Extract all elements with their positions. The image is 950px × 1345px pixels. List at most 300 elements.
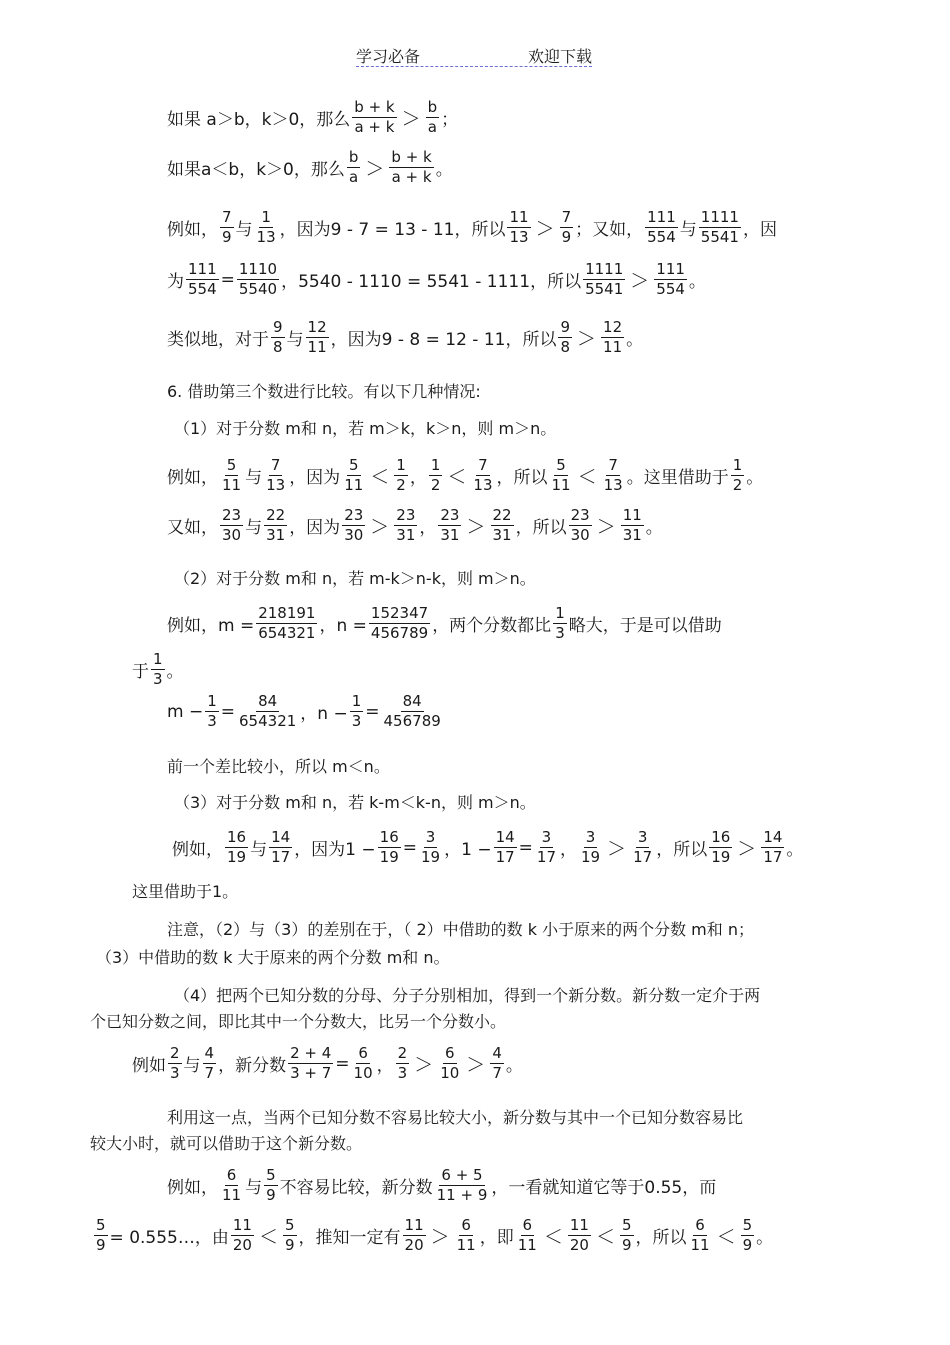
fraction-denominator: 11	[603, 338, 623, 356]
fraction	[654, 262, 687, 297]
fraction	[394, 508, 417, 543]
fraction-denominator: 13	[473, 476, 493, 494]
fraction-denominator: 2	[396, 476, 406, 494]
math-text: 。	[746, 468, 764, 488]
math-text: 与	[245, 1178, 263, 1198]
fraction-numerator: 1110	[238, 260, 278, 278]
example-half-line	[167, 458, 763, 493]
math-text: ，因为1 −	[294, 840, 376, 860]
fraction	[471, 458, 494, 493]
math-text: 于	[132, 662, 149, 682]
fraction-numerator: 1	[732, 456, 743, 474]
fraction-numerator: 23	[570, 506, 590, 524]
math-text: 。	[435, 160, 453, 180]
fraction-numerator: 3	[585, 828, 596, 846]
fraction-numerator: 11	[569, 1216, 589, 1234]
math-text: ；又如，	[575, 220, 644, 240]
math-text: 。	[688, 272, 706, 292]
math-text: ，所以	[656, 840, 708, 860]
math-text: ，即	[479, 1228, 514, 1248]
math-text: 略大，于是可以借助	[568, 616, 722, 636]
fraction-numerator: 11	[232, 1216, 252, 1234]
fraction	[352, 100, 396, 135]
fraction	[256, 606, 317, 641]
fraction-denominator: 5540	[238, 280, 278, 298]
comparison-operator: ＞	[430, 1226, 450, 1248]
fraction-numerator: 1	[555, 604, 565, 622]
fraction-numerator: 5	[226, 456, 237, 474]
fraction-denominator: 20	[232, 1236, 252, 1254]
fraction-denominator: 11	[551, 476, 571, 494]
fraction	[689, 1218, 712, 1253]
comparison-operator: ＞	[365, 158, 385, 180]
comparison-operator: ＞	[466, 1054, 486, 1076]
fraction-numerator: 5	[284, 1216, 295, 1234]
fraction-denominator: 19	[581, 848, 601, 866]
fraction-numerator: 5	[556, 456, 566, 474]
fraction-denominator: 11	[344, 476, 364, 494]
fraction	[220, 458, 243, 493]
fraction-denominator: 456789	[383, 712, 441, 730]
math-text: =	[518, 837, 533, 858]
fraction-numerator: 6	[461, 1216, 471, 1234]
similar-line	[167, 320, 643, 355]
math-text: 类似地，对于	[167, 330, 269, 350]
fraction-numerator: 6	[444, 1044, 455, 1062]
fraction-numerator: 11	[404, 1216, 424, 1234]
fraction	[494, 830, 517, 865]
fraction-numerator: 1	[396, 456, 406, 474]
math-text: =	[220, 701, 236, 722]
fraction-numerator: 7	[608, 456, 618, 474]
fraction	[579, 830, 602, 865]
fraction-numerator: 111	[188, 260, 217, 278]
fraction-numerator: 5	[266, 1166, 276, 1184]
fraction-numerator: 6	[522, 1216, 533, 1234]
fraction-denominator: 19	[227, 848, 247, 866]
fraction	[568, 1218, 591, 1253]
fraction	[550, 458, 573, 493]
math-text: =	[220, 269, 235, 290]
header-right-text: 欢迎下载	[527, 47, 592, 66]
fraction	[306, 320, 329, 355]
math-text: 与	[235, 220, 253, 240]
fraction-numerator: 11	[622, 506, 642, 524]
math-text: = 0.555…，由	[109, 1228, 229, 1248]
math-text: 例如，	[167, 468, 218, 488]
comparison-operator: ＞	[577, 328, 597, 350]
comparison-operator: ＜	[716, 1226, 736, 1248]
fraction-denominator: 13	[256, 228, 276, 246]
fraction-numerator: 22	[492, 506, 512, 524]
case-3: （3）对于分数 m和 n，若 k-m＜k-n，则 m＞n。	[174, 793, 536, 812]
section-6-heading: 6. 借助第三个数进行比较。有以下几种情况:	[167, 382, 481, 401]
fraction-numerator: 5	[621, 1216, 632, 1234]
fraction	[342, 508, 365, 543]
comparison-operator: ＜	[258, 1226, 278, 1248]
use-line-2: 较大小时，就可以借助于这个新分数。	[90, 1134, 363, 1153]
fraction-numerator: 7	[478, 456, 488, 474]
comparison-operator: ＞	[370, 516, 390, 538]
case-4-line-2: 个已知分数之间，即比其中一个分数大，比另一个分数小。	[90, 1012, 507, 1031]
fraction	[438, 508, 461, 543]
fraction-denominator: 31	[492, 526, 512, 544]
math-text: ，所以	[635, 1228, 687, 1248]
fraction	[220, 1168, 243, 1203]
fraction	[583, 262, 625, 297]
fraction-numerator: 1	[430, 456, 441, 474]
fraction	[435, 1168, 490, 1203]
fraction	[535, 830, 558, 865]
fraction-numerator: 11	[509, 208, 529, 226]
fraction-numerator: b	[348, 148, 359, 166]
example-hard-line	[167, 1168, 716, 1203]
math-text: ，因为9 - 8 = 12 - 11，所以	[330, 330, 557, 350]
page-header	[356, 42, 592, 67]
fraction-denominator: 3 + 7	[290, 1064, 332, 1082]
note-line-2: （3）中借助的数 k 大于原来的两个分数 m和 n。	[96, 948, 450, 967]
fraction	[203, 1046, 217, 1081]
fraction	[382, 694, 443, 729]
fraction	[601, 320, 624, 355]
fraction-denominator: 3	[351, 712, 362, 730]
fraction-numerator: 3	[425, 828, 436, 846]
fraction-numerator: 23	[396, 506, 416, 524]
fraction-denominator: 19	[711, 848, 731, 866]
fraction-numerator: 23	[440, 506, 460, 524]
fraction	[225, 830, 248, 865]
fraction-numerator: 14	[271, 828, 291, 846]
fraction	[220, 210, 234, 245]
fraction-numerator: 23	[344, 506, 364, 524]
fraction	[350, 694, 364, 729]
fraction-numerator: 1111	[700, 208, 739, 226]
math-text: ，所以	[515, 518, 567, 538]
fraction	[237, 694, 298, 729]
math-text: ，一看就知道它等于0.55，而	[491, 1178, 717, 1198]
fraction	[426, 100, 440, 135]
fraction-numerator: 111	[656, 260, 685, 278]
fraction	[741, 1218, 755, 1253]
fraction	[394, 458, 408, 493]
fraction-denominator: 3	[555, 624, 565, 642]
rule-line-2	[167, 150, 453, 185]
fraction-numerator: 12	[603, 318, 623, 336]
math-text: =	[402, 837, 417, 858]
fraction	[264, 458, 287, 493]
fraction-denominator: 5541	[585, 280, 624, 298]
conclusion-2: 前一个差比较小，所以 m＜n。	[167, 757, 390, 776]
fraction-numerator: 4	[204, 1044, 215, 1062]
comparison-operator: ＜	[595, 1226, 615, 1248]
fraction-denominator: 554	[188, 280, 217, 298]
fraction-numerator: 5	[742, 1216, 753, 1234]
fraction-denominator: 20	[569, 1236, 589, 1254]
fraction	[620, 1218, 634, 1253]
fraction-denominator: 11	[307, 338, 327, 356]
comparison-operator: ＞	[535, 218, 555, 240]
math-text: 如果a＜b，k＞0，那么	[167, 160, 345, 180]
math-text: 与	[286, 330, 304, 350]
fraction-numerator: 1	[207, 692, 217, 710]
fraction-denominator: 654321	[239, 712, 297, 730]
fraction-denominator: 9	[284, 1236, 295, 1254]
fraction	[264, 508, 287, 543]
fraction	[186, 262, 219, 297]
fraction	[507, 210, 530, 245]
comparison-operator: ＜	[543, 1226, 563, 1248]
fraction-denominator: 7	[204, 1064, 215, 1082]
fraction	[558, 320, 572, 355]
fraction-denominator: 7	[492, 1064, 502, 1082]
math-text: 如果 a＞b，k＞0，那么	[167, 110, 351, 130]
fraction-denominator: 9	[96, 1236, 106, 1254]
fraction-denominator: 13	[266, 476, 286, 494]
difference-line	[167, 694, 445, 729]
fraction-denominator: 30	[222, 526, 242, 544]
fraction-denominator: 11 + 9	[436, 1186, 488, 1204]
fraction-numerator: 23	[222, 506, 242, 524]
fraction	[709, 830, 732, 865]
fraction	[455, 1218, 478, 1253]
fraction-numerator: 3	[637, 828, 648, 846]
fraction-denominator: 13	[603, 476, 623, 494]
fraction-denominator: a + k	[391, 168, 432, 186]
fraction	[491, 508, 514, 543]
math-text: ；	[441, 110, 459, 130]
fraction-denominator: 19	[379, 848, 399, 866]
fraction-numerator: 12	[307, 318, 327, 336]
fraction-denominator: 13	[509, 228, 529, 246]
fraction	[419, 830, 442, 865]
fraction	[389, 150, 433, 185]
fraction-numerator: 1	[351, 692, 362, 710]
fraction-denominator: 8	[273, 338, 283, 356]
math-text: ，因为	[289, 468, 341, 488]
fraction	[731, 458, 745, 493]
fraction-denominator: 17	[495, 848, 515, 866]
math-text: 与	[250, 840, 268, 860]
fraction	[283, 1218, 297, 1253]
note-line-1: 注意，（2）与（3）的差别在于，（ 2）中借助的数 k 小于原来的两个分数 m和 n；	[167, 920, 754, 939]
fraction-numerator: b + k	[354, 98, 395, 116]
math-text: ，因为9 - 7 = 13 - 11，所以	[279, 220, 506, 240]
fraction	[645, 210, 678, 245]
fraction	[602, 458, 625, 493]
comparison-operator: ＞	[466, 516, 486, 538]
fraction	[342, 458, 365, 493]
math-text: 与	[183, 1056, 201, 1076]
fraction-numerator: 16	[711, 828, 731, 846]
math-text: ，	[560, 840, 577, 860]
math-text: 。	[166, 662, 184, 682]
math-text: =	[365, 701, 380, 722]
example-m-n-line	[167, 606, 722, 641]
fraction-numerator: 3	[541, 828, 552, 846]
fraction	[490, 1046, 504, 1081]
fraction	[151, 652, 165, 687]
help-third-line	[132, 652, 184, 687]
fraction-denominator: 11	[456, 1236, 476, 1254]
fraction-numerator: 1	[153, 650, 163, 668]
fraction-numerator: 6	[226, 1166, 237, 1184]
fraction-denominator: 17	[271, 848, 291, 866]
math-text: 。	[645, 518, 663, 538]
fraction	[621, 508, 644, 543]
math-text: 与	[245, 468, 263, 488]
math-text: 为	[167, 272, 184, 292]
math-text: =	[335, 1053, 350, 1074]
fraction-numerator: 5	[96, 1216, 106, 1234]
math-text: ，5540 - 1110 = 5541 - 1111，所以	[281, 272, 582, 292]
fraction-numerator: 84	[258, 692, 278, 710]
fraction-denominator: 456789	[370, 624, 429, 642]
fraction-numerator: 1111	[585, 260, 624, 278]
fraction-numerator: b	[427, 98, 438, 116]
fraction-numerator: 2	[170, 1044, 180, 1062]
comparison-operator: ＞	[630, 270, 650, 292]
fraction-denominator: 3	[207, 712, 217, 730]
math-text: 例如，	[167, 1178, 218, 1198]
math-text: 与	[245, 518, 263, 538]
math-text: 例如，m =	[167, 616, 255, 636]
fraction-denominator: 8	[560, 338, 571, 356]
comparison-operator: ＜	[447, 466, 467, 488]
fraction	[560, 210, 574, 245]
fraction-denominator: 31	[396, 526, 416, 544]
example-again-line	[167, 508, 663, 543]
math-text: 。	[626, 330, 644, 350]
math-text: 。	[756, 1228, 774, 1248]
example-hard-line-2	[92, 1218, 773, 1253]
fraction	[237, 262, 279, 297]
fraction	[352, 1046, 375, 1081]
comparison-operator: ＞	[737, 838, 757, 860]
fraction-denominator: 9	[222, 228, 232, 246]
example-mediant-line	[132, 1046, 523, 1081]
fraction-denominator: 654321	[258, 624, 316, 642]
fraction	[396, 1046, 410, 1081]
fraction-denominator: 20	[404, 1236, 424, 1254]
fraction	[231, 1218, 254, 1253]
math-text: 。	[505, 1056, 523, 1076]
fraction-numerator: 14	[763, 828, 783, 846]
fraction-denominator: 11	[690, 1236, 710, 1254]
fraction	[553, 606, 567, 641]
math-text: ，n −	[300, 704, 348, 724]
fraction-numerator: 84	[402, 692, 422, 710]
fraction-numerator: 152347	[370, 604, 429, 622]
math-text: m −	[167, 701, 204, 722]
rule-line-1	[167, 100, 458, 135]
math-text: ，推知一定有	[298, 1228, 401, 1248]
fraction-numerator: 9	[273, 318, 283, 336]
fraction-denominator: 2	[732, 476, 743, 494]
example-one-line	[172, 830, 803, 865]
fraction-denominator: 5541	[700, 228, 739, 246]
fraction-denominator: 3	[397, 1064, 408, 1082]
fraction-numerator: 9	[560, 318, 571, 336]
comparison-operator: ＞	[401, 108, 421, 130]
fraction-denominator: a	[349, 168, 359, 186]
fraction-denominator: 9	[561, 228, 572, 246]
fraction-numerator: b + k	[391, 148, 432, 166]
fraction-denominator: 554	[656, 280, 685, 298]
fraction-numerator: 22	[266, 506, 286, 524]
fraction-numerator: 2	[397, 1044, 408, 1062]
fraction-denominator: 9	[266, 1186, 276, 1204]
fraction-denominator: 17	[763, 848, 783, 866]
case-1: （1）对于分数 m和 n，若 m＞k，k＞n，则 m＞n。	[174, 419, 557, 438]
fraction-denominator: 30	[344, 526, 364, 544]
help-one-note: 这里借助于1。	[132, 882, 239, 901]
math-text: ，所以	[496, 468, 548, 488]
math-text: ，1 −	[444, 840, 492, 860]
fraction	[271, 320, 285, 355]
fraction	[631, 830, 654, 865]
fraction-denominator: 2	[430, 476, 441, 494]
fraction	[378, 830, 401, 865]
use-line-1: 利用这一点，当两个已知分数不容易比较大小，新分数与其中一个已知分数容易比	[167, 1108, 744, 1127]
fraction-denominator: 3	[153, 670, 163, 688]
fraction-numerator: 14	[495, 828, 515, 846]
math-text: 。这里借助于	[626, 468, 729, 488]
fraction	[429, 458, 443, 493]
fraction	[347, 150, 361, 185]
math-text: ，	[419, 518, 437, 538]
comparison-operator: ＞	[607, 838, 627, 860]
fraction-denominator: 19	[421, 848, 441, 866]
fraction	[269, 830, 292, 865]
case-4-line-1: （4）把两个已知分数的分母、分子分别相加，得到一个新分数。新分数一定介于两	[174, 986, 761, 1005]
fraction-denominator: 554	[647, 228, 676, 246]
fraction-denominator: 10	[353, 1064, 373, 1082]
fraction-numerator: 7	[561, 208, 572, 226]
comparison-operator: ＜	[577, 466, 597, 488]
math-text: ，因为	[289, 518, 341, 538]
math-text: ，因	[742, 220, 777, 240]
fraction-numerator: 16	[379, 828, 399, 846]
math-text: 不容易比较，新分数	[279, 1178, 433, 1198]
fraction	[699, 210, 741, 245]
fraction-denominator: 3	[170, 1064, 180, 1082]
math-text: 例如	[132, 1056, 166, 1076]
fraction-denominator: 31	[622, 526, 642, 544]
math-text: 又如，	[167, 518, 218, 538]
fraction-denominator: 11	[222, 1186, 242, 1204]
fraction	[403, 1218, 426, 1253]
example-line-2	[167, 262, 706, 297]
fraction-numerator: 111	[647, 208, 676, 226]
fraction-denominator: 11	[517, 1236, 537, 1254]
header-left-text: 学习必备	[356, 47, 421, 66]
fraction	[516, 1218, 539, 1253]
math-text: ，新分数	[218, 1056, 287, 1076]
fraction-denominator: a + k	[354, 118, 395, 136]
comparison-operator: ＞	[414, 1054, 434, 1076]
fraction-denominator: 31	[266, 526, 286, 544]
fraction-numerator: 7	[270, 456, 281, 474]
example-line-1	[167, 210, 777, 245]
fraction-denominator: 17	[633, 848, 653, 866]
fraction-numerator: 218191	[258, 604, 316, 622]
fraction-numerator: 16	[227, 828, 247, 846]
fraction	[369, 606, 430, 641]
fraction-denominator: 11	[222, 476, 242, 494]
comparison-operator: ＜	[370, 466, 390, 488]
fraction	[205, 694, 219, 729]
math-text: 与	[679, 220, 697, 240]
